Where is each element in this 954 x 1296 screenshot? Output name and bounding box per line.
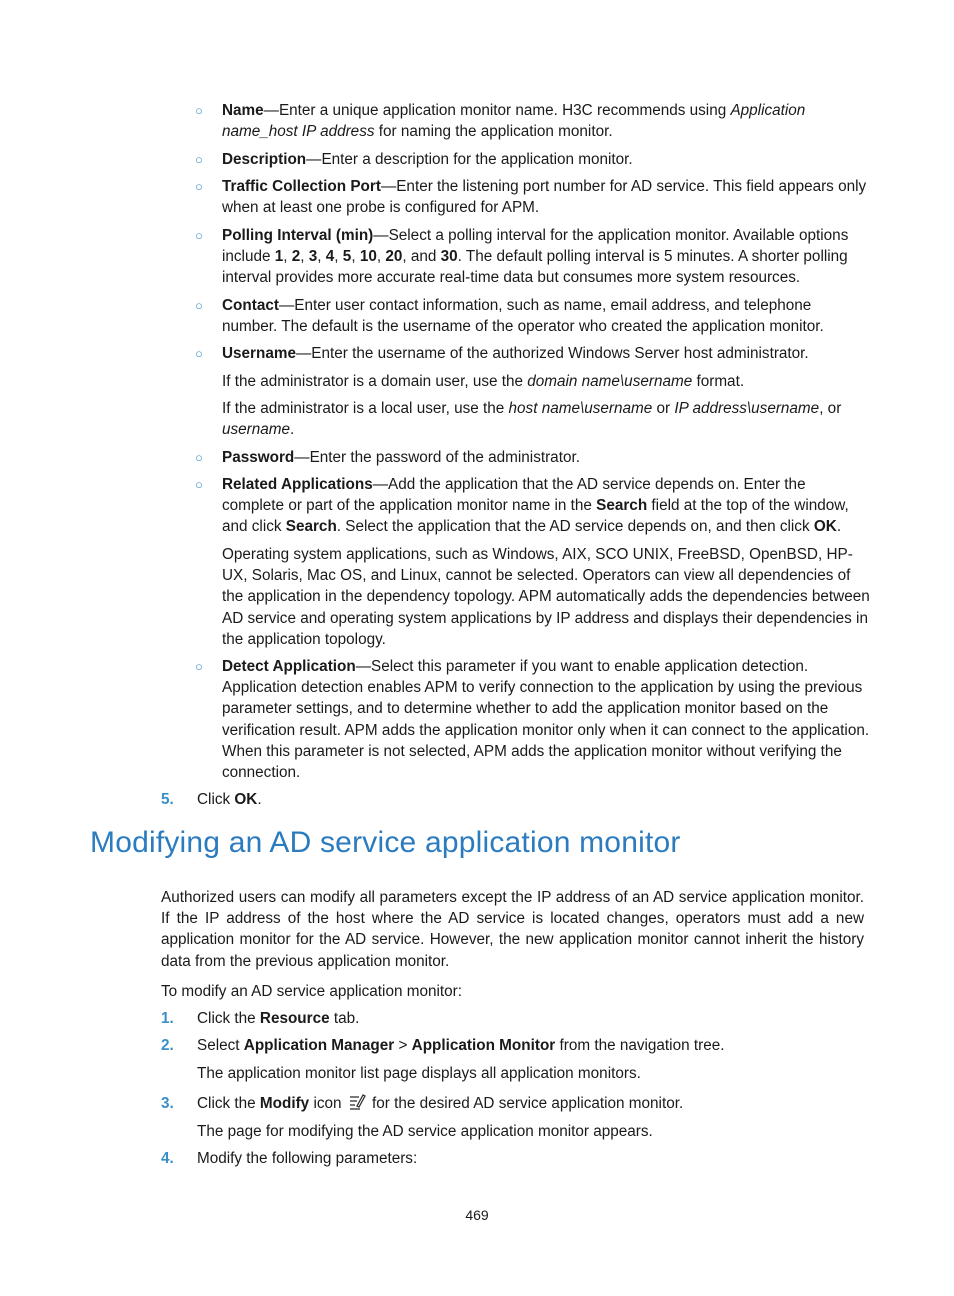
step-number: 4.: [161, 1150, 174, 1167]
bullet-circle-icon: ○: [195, 298, 203, 313]
param-name: [195, 100, 870, 142]
text-run: Click: [197, 791, 235, 808]
param-detect-application: [195, 656, 870, 783]
text-run: Modify the following parameters:: [197, 1150, 418, 1167]
italic-term: IP address\username: [674, 400, 820, 417]
procedure-lead: To modify an AD service application monitor:: [161, 983, 462, 1000]
bullet-circle-icon: ○: [195, 179, 203, 194]
text-run: ,: [376, 248, 386, 266]
bold-term: Traffic Collection Port: [222, 178, 381, 195]
text-run: Click the: [197, 1095, 260, 1112]
bold-term: 2: [291, 248, 301, 266]
text-run: Click the: [197, 1010, 260, 1027]
bold-term: Polling Interval (min): [222, 227, 374, 244]
text-run: ,: [300, 248, 309, 266]
step-number: 1.: [161, 1010, 174, 1027]
username-note-domain: [222, 371, 870, 392]
italic-term: domain name\username: [527, 373, 693, 390]
bold-term: OK: [813, 518, 837, 536]
username-note-local: [222, 398, 870, 440]
param-password: [195, 447, 870, 468]
text-run: —Enter the username of the authorized Windows Server host administrator.: [295, 345, 809, 362]
bold-term: 4: [325, 248, 335, 266]
bold-term: 20: [385, 248, 403, 266]
text-run: from the navigation tree.: [555, 1037, 725, 1054]
section-heading: Modifying an AD service application monitor: [90, 826, 681, 859]
text-run: —Select this parameter if you want to enable application detection. Application detection enables APM to verify connection to the application by using the previous parameter settings, and to determine whether to add the application monitor based on the verification result. APM adds the application monitor only when it can connect to the application. When this parameter is not selected, APM adds the application monitor without verifying the connection.: [222, 658, 870, 782]
text-run: —Enter the password of the administrator.: [294, 449, 580, 466]
bold-term: 10: [359, 248, 377, 266]
text-run: —Add the application that the AD service depends on. Enter the complete or part of the application monitor name in the: [222, 476, 806, 515]
text-run: If the administrator is a local user, use the: [222, 400, 509, 417]
bold-term: Description: [222, 151, 307, 168]
text-run: —Select a polling interval for the application monitor. Available options include: [222, 227, 849, 266]
bold-term: Related Applications: [222, 476, 373, 493]
text-run: for the desired AD service application monitor.: [367, 1095, 684, 1112]
text-run: ,: [334, 248, 343, 266]
param-username: [195, 343, 870, 364]
page-number: 469: [465, 1207, 489, 1223]
step-3: [161, 1093, 870, 1116]
bold-term: Password: [222, 449, 295, 466]
bold-term: Modify: [259, 1095, 310, 1112]
bullet-circle-icon: ○: [195, 346, 203, 361]
text-run: —Enter user contact information, such as name, email address, and telephone number. The default is the username of the operator who created the application monitor.: [222, 297, 824, 336]
bold-term: Username: [222, 345, 296, 362]
param-polling-interval: [195, 225, 870, 289]
step-5: [161, 789, 870, 810]
text-run: . Select the application that the AD service depends on, and then click: [336, 518, 814, 536]
bold-term: 30: [440, 248, 458, 266]
bullet-circle-icon: ○: [195, 659, 203, 674]
bullet-circle-icon: ○: [195, 103, 203, 118]
text-run: ,: [283, 248, 292, 266]
text-run: ,: [351, 248, 360, 266]
text-run: format.: [692, 373, 745, 390]
text-run: field at the top of the window, and click: [222, 497, 849, 536]
italic-term: username: [222, 421, 291, 439]
text-run: icon: [309, 1095, 346, 1112]
step-number: 5.: [161, 791, 174, 808]
text-run: ,: [317, 248, 326, 266]
bold-term: OK: [234, 791, 258, 808]
bullet-circle-icon: ○: [195, 477, 203, 492]
step-number: 2.: [161, 1037, 174, 1054]
text-run: .: [836, 518, 842, 536]
text-run: . The default polling interval is 5 minutes. A shorter polling interval provides more accurate real-time data but consumes more system resources.: [222, 248, 848, 287]
step-2: [161, 1035, 870, 1056]
step-4: [161, 1148, 870, 1169]
bold-term: Name: [222, 102, 264, 119]
step-2-note: The application monitor list page displays all application monitors.: [197, 1065, 641, 1082]
param-contact: [195, 295, 870, 337]
text-run: for naming the application monitor.: [374, 123, 613, 141]
text-run: , or: [819, 400, 842, 417]
text-run: —Enter the listening port number for AD service. This field appears only when at least one probe is configured for APM.: [222, 178, 867, 217]
text-run: .: [257, 791, 262, 808]
text-run: >: [394, 1037, 412, 1054]
param-description: [195, 149, 870, 170]
step-number: 3.: [161, 1095, 174, 1112]
related-applications-note: Operating system applications, such as Windows, AIX, SCO UNIX, FreeBSD, OpenBSD, HP-UX, Solaris, Mac OS, and Linux, cannot be selected. Operators can view all dependencies of the application in the dependency topology. APM automatically adds the dependencies between AD service and operating system applications by IP address and displays their dependencies in the application topology.: [222, 546, 870, 648]
text-run: tab.: [329, 1010, 360, 1027]
step-3-note: The page for modifying the AD service application monitor appears.: [197, 1123, 653, 1140]
text-run: .: [290, 421, 295, 439]
bullet-circle-icon: ○: [195, 450, 203, 465]
text-run: —Enter a unique application monitor name. H3C recommends using: [263, 102, 731, 119]
bold-term: Contact: [222, 297, 279, 314]
bold-term: Application Manager: [243, 1037, 395, 1054]
param-traffic-collection-port: [195, 176, 870, 218]
intro-paragraph: Authorized users can modify all parameters except the IP address of an AD service application monitor. If the IP address of the host where the AD service is located changes, operators must add a new application monitor for the AD service. However, the new application monitor cannot inherit the history data from the previous application monitor.: [161, 889, 864, 970]
italic-term: host name\username: [508, 400, 653, 417]
italic-term: Application name_host IP address: [222, 102, 806, 141]
text-run: , and: [402, 248, 441, 266]
text-run: —Enter a description for the application monitor.: [306, 151, 633, 168]
text-run: or: [652, 400, 675, 417]
bold-term: 3: [308, 248, 318, 266]
text-run: Select: [197, 1037, 244, 1054]
step-1: [161, 1008, 870, 1029]
bold-term: Search: [596, 497, 648, 515]
bold-term: Application Monitor: [411, 1037, 556, 1054]
bold-term: Search: [285, 518, 337, 536]
bullet-circle-icon: ○: [195, 228, 203, 243]
modify-icon: [348, 1093, 366, 1116]
param-related-applications: [195, 474, 870, 538]
bold-term: 5: [342, 248, 352, 266]
bullet-circle-icon: ○: [195, 152, 203, 167]
bold-term: Resource: [259, 1010, 330, 1027]
bold-term: Detect Application: [222, 658, 356, 675]
text-run: If the administrator is a domain user, use the: [222, 373, 528, 390]
bold-term: 1: [274, 248, 284, 266]
